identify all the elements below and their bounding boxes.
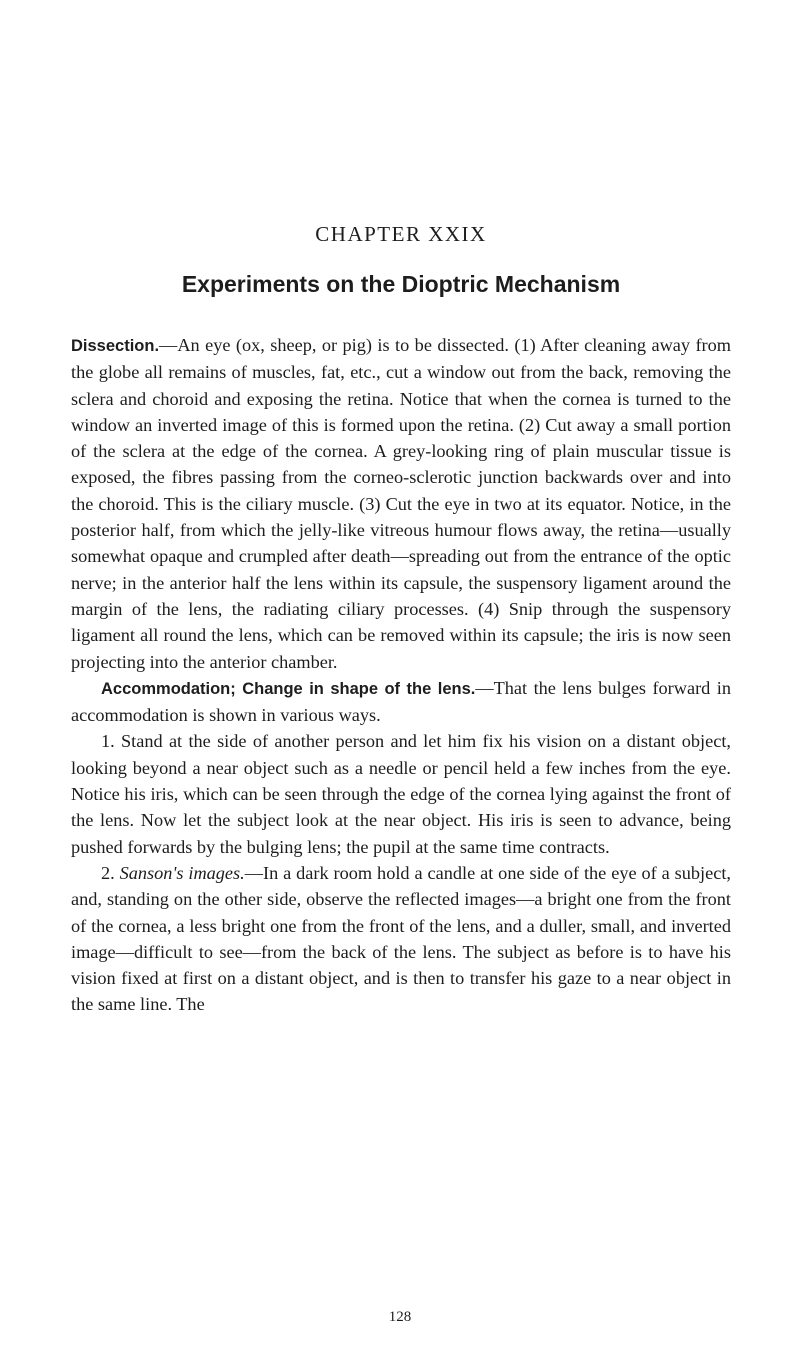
accommodation-text: —That the lens bulges forward in accommodation is shown in various ways. bbox=[71, 677, 731, 726]
accommodation-heading: Accommodation; Change in shape of the lens. bbox=[101, 679, 476, 698]
accommodation-paragraph bbox=[71, 675, 731, 729]
item-2-text: —In a dark room hold a candle at one side of the eye of a subject, and, standing on the other side, observe the reflected images—a bright one from the front of the cornea, a less bright one from the front of the lens, and a duller, small, and inverted image—difficult to see—from the back of the lens. The subject as before is to have his vision fixed at first on a distant object, and is then to transfer his gaze to a near object in the same line. The bbox=[71, 862, 731, 1015]
item-2-paragraph bbox=[71, 860, 731, 1018]
page-body bbox=[71, 222, 731, 1018]
item-1-text: 1. Stand at the side of another person and let him fix his vision on a distant object, looking beyond a near object such as a needle or pencil held a few inches from the eye. Notice his iris, which can be seen through the edge of the cornea lying against the front of the lens. Now let the subject look at the near object. His iris is seen to advance, being pushed forwards by the bulging lens; the pupil at the same time contracts. bbox=[71, 731, 731, 857]
dissection-heading: Dissection. bbox=[71, 337, 160, 355]
dissection-paragraph bbox=[71, 332, 731, 675]
chapter-number: CHAPTER XXIX bbox=[315, 222, 487, 246]
item-2-label: Sanson's images. bbox=[119, 862, 245, 883]
item-1-paragraph bbox=[71, 728, 731, 859]
dissection-text: —An eye (ox, sheep, or pig) is to be dissected. (1) After cleaning away from the globe all remains of muscles, fat, etc., cut a window out from the back, removing the sclera and choroid and exposing the retina. Notice that when the cornea is turned to the window an inverted image of this is formed upon the retina. (2) Cut away a small portion of the sclera at the edge of the cornea. A grey-looking ring of plain muscular tissue is exposed, the fibres passing from the corneo-sclerotic junction backwards over and into the choroid. This is the ciliary muscle. (3) Cut the eye in two at its equator. Notice, in the posterior half, from which the jelly-like vitreous humour flows away, the retina—usually somewhat opaque and crumpled after death—spreading out from the entrance of the optic nerve; in the anterior half the lens within its capsule, the suspensory ligament around the margin of the lens, the radiating ciliary processes. (4) Snip through the suspensory ligament all round the lens, which can be removed within its capsule; the iris is now seen projecting into the anterior chamber. bbox=[71, 335, 731, 672]
item-2-number: 2. bbox=[101, 862, 115, 883]
page-number: 128 bbox=[388, 1309, 412, 1325]
chapter-title: Experiments on the Dioptric Mechanism bbox=[181, 271, 621, 297]
